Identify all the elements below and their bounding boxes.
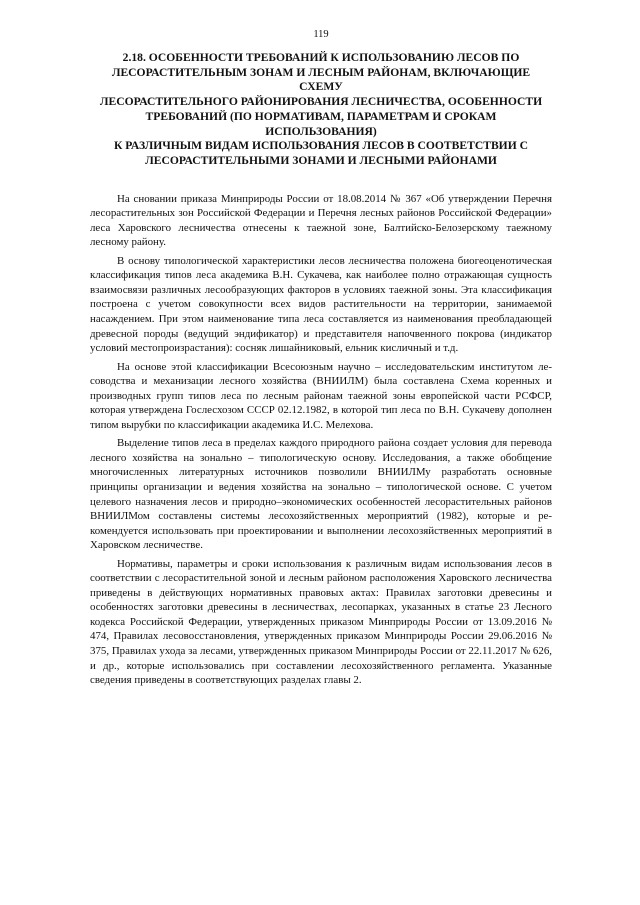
body-paragraph-4: Выделение типов леса в пределах каждого природного района создает условия для перевода лесного хозяйства на зонально – типологическую основу. Исследования, а также обобщение многочисленных литературных источников позволили ВНИИЛМу разработать основные принципы организации и ведения хозяйства на зонально – типологической основе. С учетом целевого назначения лесов и природно–экономических особенностей лесорастительных районов ВНИИЛМом составлены системы лесохозяйственных мероприятий (1982), которые и рекомендуется использовать при проектировании и выполнении лесохозяйственных мероприятий в Харовском лесничестве. — [90, 437, 552, 552]
body-paragraph-3: На основе этой классификации Всесоюзным научно – исследовательским институтом лесоводства и механизации лесного хозяйства (ВНИИЛМ) была составлена Схема коренных и производных групп типов леса по лесным районам таежной зоны европейской части РСФСР, которая утверждена Гослесхозом СССР 02.12.1982, в которой тип леса по В.Н. Сукачеву дополнен типом вырубки по классификации академика И.С. Мелехова. — [90, 360, 552, 431]
section-heading-line: ЛЕСОРАСТИТЕЛЬНЫМ ЗОНАМ И ЛЕСНЫМ РАЙОНАМ, ВКЛЮЧАЮЩИЕ СХЕМУ — [111, 65, 531, 94]
section-heading-line: ЛЕСОРАСТИТЕЛЬНЫМИ ЗОНАМИ И ЛЕСНЫМИ РАЙОНАМИ — [145, 153, 497, 167]
section-heading-line: ТРЕБОВАНИЙ (ПО НОРМАТИВАМ, ПАРАМЕТРАМ И СРОКАМ ИСПОЛЬЗОВАНИЯ) — [145, 109, 497, 138]
section-heading-line: 2.18. ОСОБЕННОСТИ ТРЕБОВАНИЙ К ИСПОЛЬЗОВАНИЮ ЛЕСОВ ПО — [122, 51, 520, 64]
body-paragraph-5: Нормативы, параметры и сроки использования к различным видам использования лесов в соответствии с лесорастительной зоной и лесным районом расположения Харовского лесничества приведены в действующих нормативных правовых актах: Правилах заготовки древесины и особенностях заготовки древесины в лесничествах, лесопарках, указанных в статье 23 Лесного кодекса Российской Федерации, утвержденных приказом Минприроды России от 13.09.2016 № 474, Правилах лесовосстановления, утвержденных приказом Минприроды России 29.06.2016 № 375, Правилах ухода за лесами, утвержденных приказом Минприроды России от 22.11.2017 № 626, и др., которые использовались при составлении лесохозяйственного регламента. Указанные сведения приведены в соответствующих разделах главы 2. — [90, 557, 552, 687]
section-heading-line: К РАЗЛИЧНЫМ ВИДАМ ИСПОЛЬЗОВАНИЯ ЛЕСОВ В СООТВЕТСТВИИ С — [114, 139, 528, 153]
body-paragraph-1: На сновании приказа Минприроды России от 18.08.2014 № 367 «Об утверждении Перечня лесорастительных зон Российской Федерации и Перечня лесных районов Российской Федерации» леса Харовского лесничества отнесены к таежной зоне, Балтийско-Белозерскому таежному лесному району. — [90, 192, 552, 249]
body-paragraph-2: В основу типологической характеристики лесов лесничества положена биогеоценотическая классификация типов леса академика В.Н. Сукачева, как наиболее полно отражающая сущность взаимосвязи различных лесообразующих факторов в условиях таежной зоны. Эта классификация построена с учетом совокупности всех видов растительности на территории, занимаемой насаждением. При этом наименование типа леса составляется из наименования преобладающей древесной породы (ведущий эндификатор) и представителя напочвенного покрова (индикатор условий местопроизрастания): сосняк лишайниковый, ельник кисличный и т.д. — [90, 254, 552, 355]
section-heading-line: ЛЕСОРАСТИТЕЛЬНОГО РАЙОНИРОВАНИЯ ЛЕСНИЧЕСТВА, ОСОБЕННОСТИ — [99, 95, 543, 109]
page-number: 119 — [313, 29, 329, 40]
section-heading — [90, 51, 552, 169]
